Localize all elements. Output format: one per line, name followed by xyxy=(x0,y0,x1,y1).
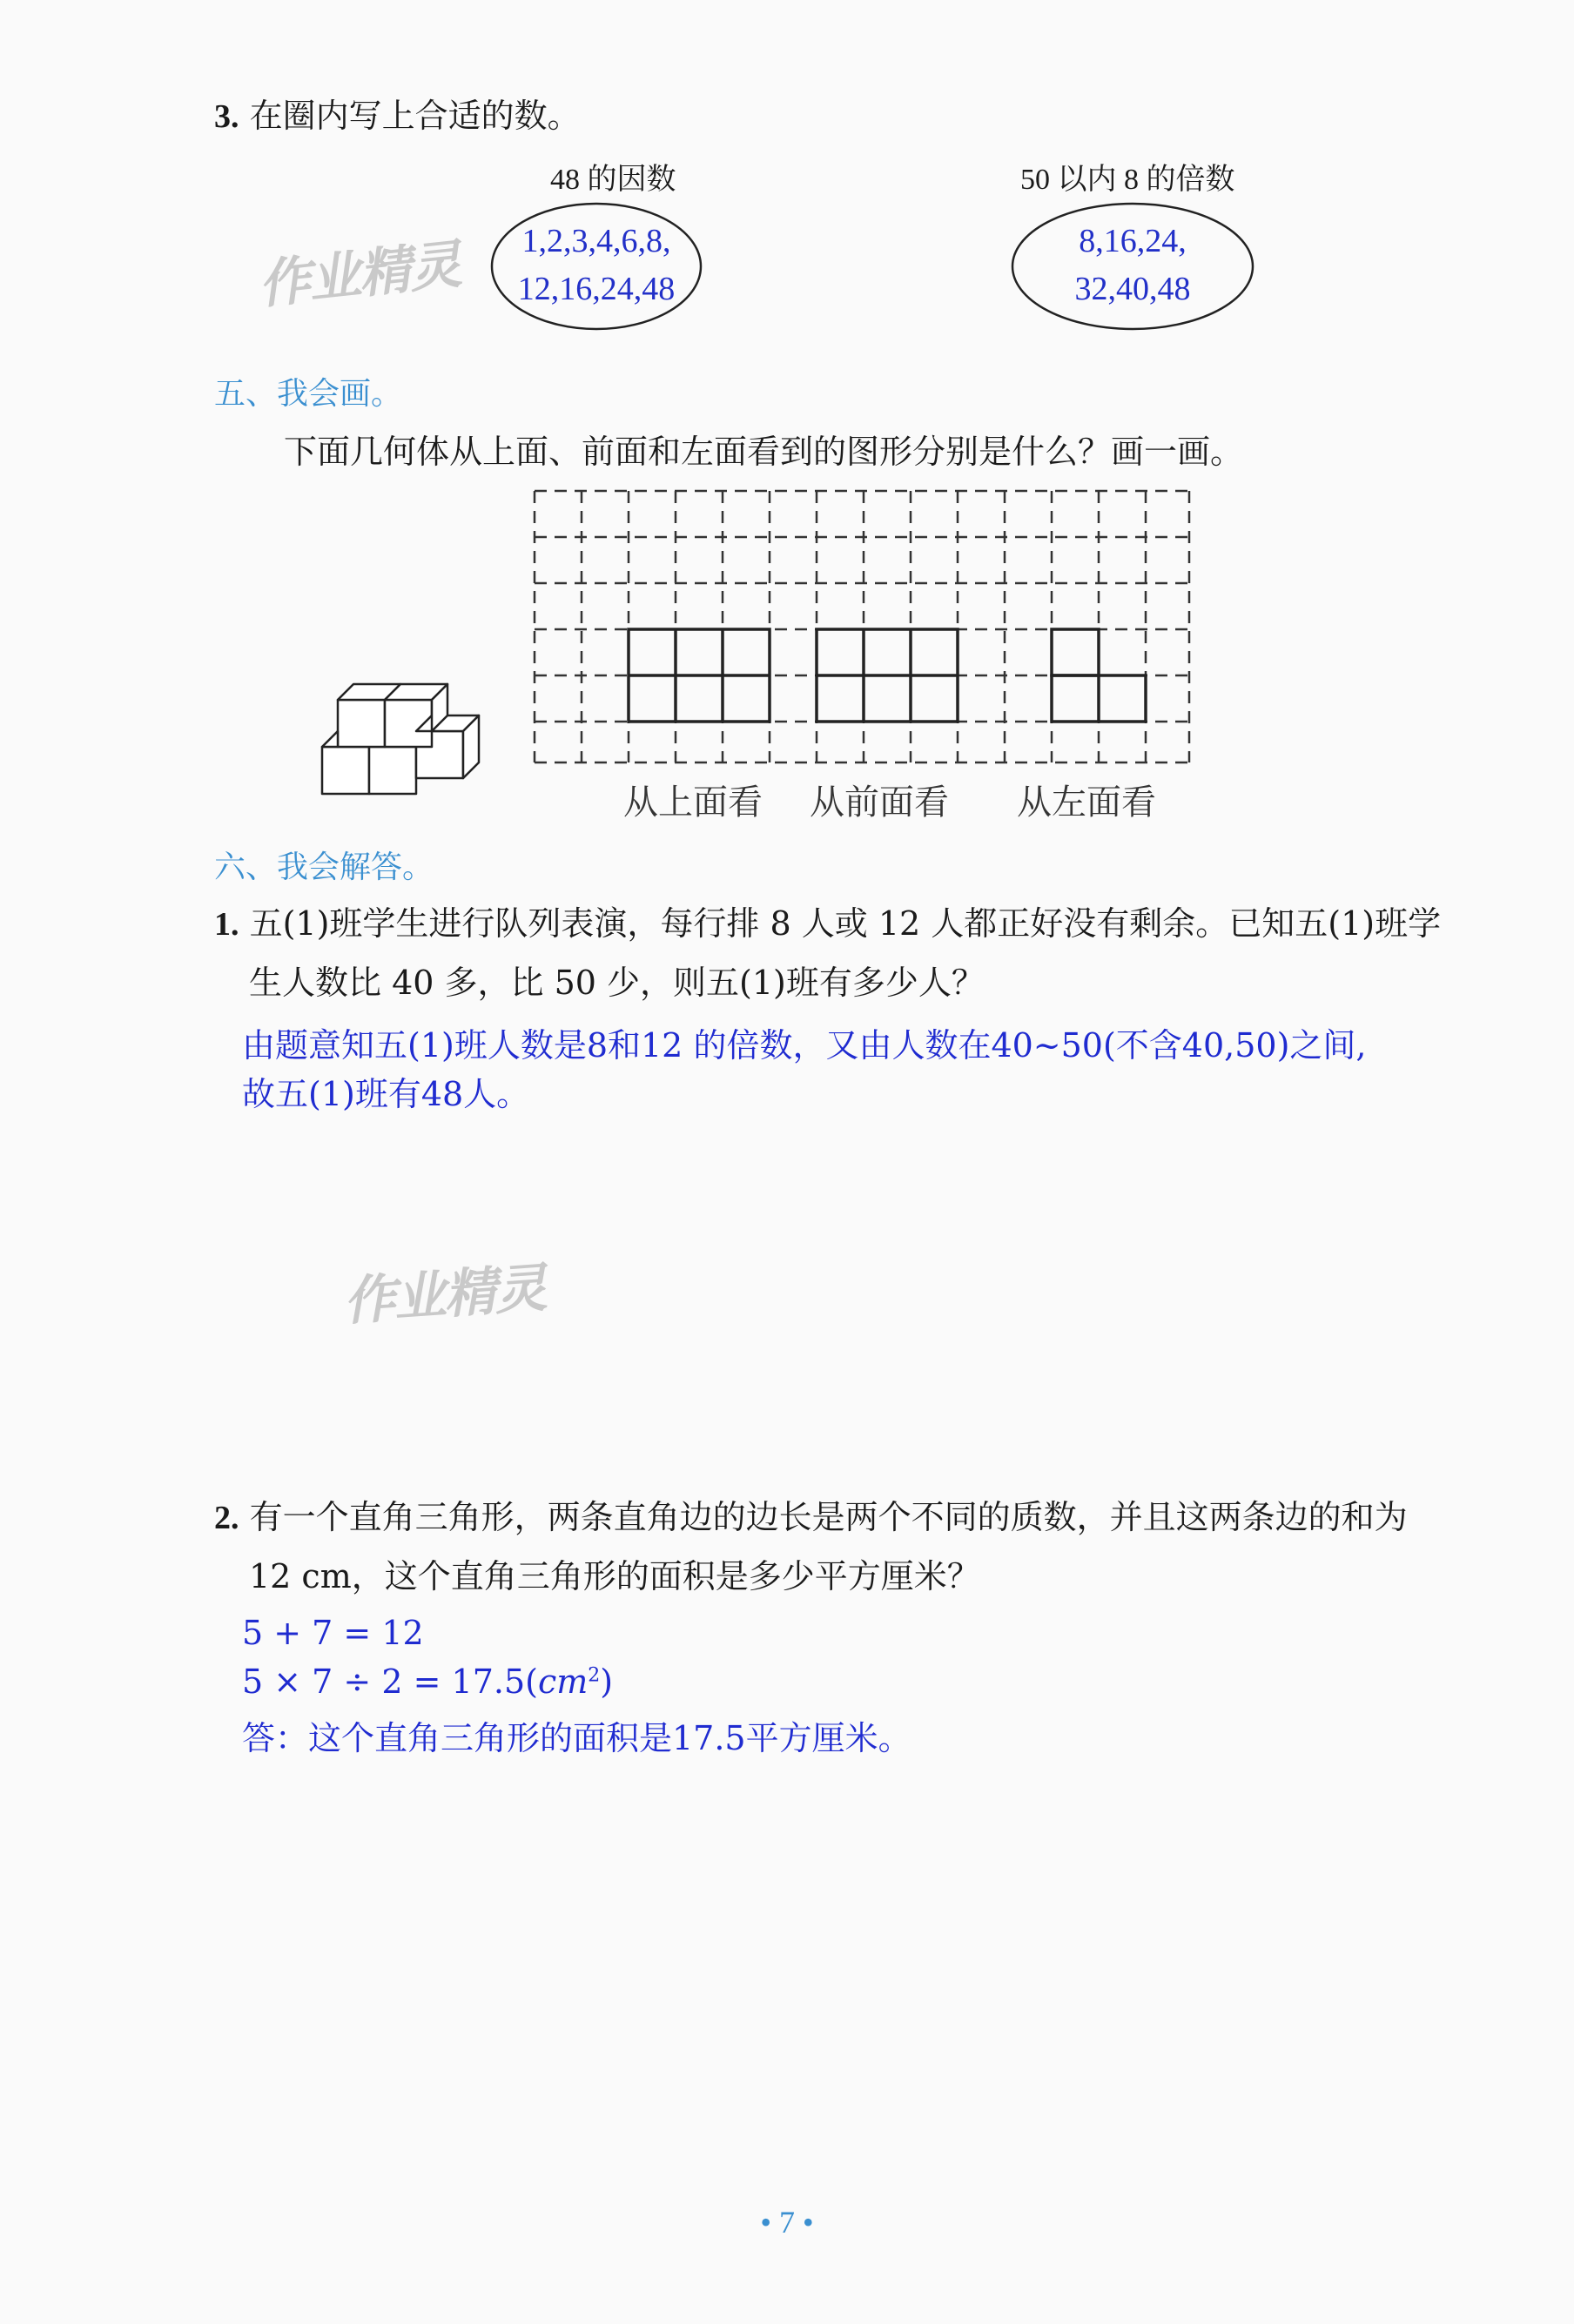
section5-heading: 五、我会画。 xyxy=(214,376,403,412)
caption-left-view: 从左面看 xyxy=(1017,783,1156,823)
q3-prompt xyxy=(214,94,581,139)
q1-answer-line1: 由题意知五(1)班人数是8和12 的倍数，又由人数在40~50(不含40,50)之间, xyxy=(242,1026,1367,1065)
right-oval-line2: 32,40,48 xyxy=(1074,271,1191,308)
q2-number: 2. xyxy=(214,1500,239,1536)
q2-answer-unit: cm xyxy=(537,1662,589,1701)
page-number: • 7 • xyxy=(760,2205,814,2240)
q2-prompt xyxy=(214,1495,1520,1541)
left-oval-line2: 12,16,24,48 xyxy=(517,271,676,308)
q2-answer-sup: 2 xyxy=(588,1664,601,1687)
q2-line2: 12 cm，这个直角三角形的面积是多少平方厘米？ xyxy=(249,1557,980,1595)
q2-answer-line2 xyxy=(242,1662,613,1701)
q1-line1: 五(1)班学生进行队列表演，每行排 8 人或 12 人都正好没有剩余。已知五(1)班学 xyxy=(249,904,1442,943)
q2-answer-close: ) xyxy=(600,1662,614,1701)
q1-line2: 生人数比 40 多，比 50 少，则五(1)班有多少人？ xyxy=(249,964,985,1002)
watermark-2: 作业精灵 xyxy=(341,1257,548,1333)
cube-solid-figure xyxy=(313,662,505,809)
answer-views xyxy=(629,629,1146,722)
right-oval-line1: 8,16,24, xyxy=(1079,223,1187,259)
caption-front-view: 从前面看 xyxy=(810,783,949,823)
section6-heading: 六、我会解答。 xyxy=(214,850,434,885)
q1-number: 1. xyxy=(214,906,239,943)
q2-answer-line3: 答：这个直角三角形的面积是17.5平方厘米。 xyxy=(242,1719,911,1757)
drawing-grid[interactable] xyxy=(531,487,1193,766)
caption-top-view: 从上面看 xyxy=(623,783,763,823)
q2-answer-expr: 5 × 7 ÷ 2 = 17.5( xyxy=(242,1662,538,1701)
left-oval-label: 48 的因数 xyxy=(550,164,676,196)
section5-instruction: 下面几何体从上面、前面和左面看到的图形分别是什么？画一画。 xyxy=(284,433,1244,471)
q2-line1: 有一个直角三角形，两条直角边的边长是两个不同的质数，并且这两条边的和为 xyxy=(249,1498,1408,1536)
q3-number: 3. xyxy=(214,98,239,135)
q1-answer-line2: 故五(1)班有48人。 xyxy=(242,1075,530,1113)
left-oval-line1: 1,2,3,4,6,8, xyxy=(521,223,671,259)
left-oval-content xyxy=(488,218,705,313)
q2-answer-line1: 5 + 7 = 12 xyxy=(242,1614,424,1652)
right-oval-label: 50 以内 8 的倍数 xyxy=(1020,164,1235,196)
q1-prompt xyxy=(214,902,1520,947)
right-oval-content xyxy=(1008,218,1257,313)
watermark-1: 作业精灵 xyxy=(255,234,463,316)
q3-text: 在圈内写上合适的数。 xyxy=(249,97,581,135)
